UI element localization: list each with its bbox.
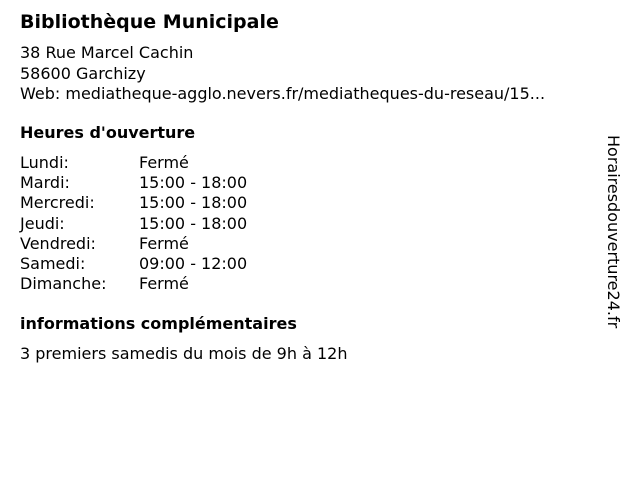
day-hours: 15:00 - 18:00	[139, 193, 248, 213]
hours-row-saturday	[20, 254, 247, 274]
address-street: 38 Rue Marcel Cachin	[20, 43, 194, 62]
day-label: Jeudi:	[20, 213, 65, 233]
day-label: Lundi:	[20, 153, 69, 172]
opening-hours-heading: Heures d'ouverture	[20, 123, 196, 142]
additional-info-text: 3 premiers samedis du mois de 9h à 12h	[20, 344, 348, 363]
hours-row-thursday	[20, 214, 247, 234]
day-hours: Fermé	[139, 153, 189, 172]
day-hours: Fermé	[139, 274, 189, 294]
hours-row-wednesday	[20, 193, 247, 213]
hours-row-monday	[20, 153, 247, 173]
address-city: 58600 Garchizy	[20, 63, 146, 83]
day-label: Mercredi:	[20, 193, 95, 213]
day-label: Mardi:	[20, 173, 70, 193]
hours-row-friday	[20, 234, 247, 254]
site-watermark: Horairesdouverture24.fr	[604, 135, 623, 329]
day-label: Dimanche:	[20, 274, 107, 294]
day-label: Samedi:	[20, 254, 86, 274]
day-hours: 15:00 - 18:00	[139, 213, 248, 233]
hours-row-tuesday	[20, 173, 247, 193]
day-hours: 09:00 - 12:00	[139, 254, 248, 274]
page-title: Bibliothèque Municipale	[20, 11, 279, 33]
day-hours: Fermé	[139, 233, 189, 253]
additional-info-heading: informations complémentaires	[20, 314, 297, 333]
hours-row-sunday	[20, 274, 247, 294]
website-link[interactable]: Web: mediatheque-agglo.nevers.fr/mediatheques-du-reseau/15...	[20, 84, 546, 103]
address-block	[20, 43, 545, 105]
day-hours: 15:00 - 18:00	[139, 173, 248, 193]
opening-hours-table	[20, 153, 247, 294]
day-label: Vendredi:	[20, 233, 96, 253]
